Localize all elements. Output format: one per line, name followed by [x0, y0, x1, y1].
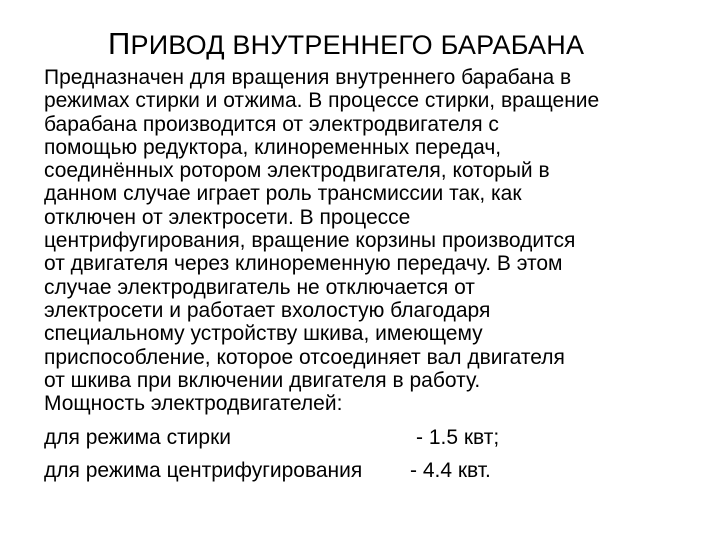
power-label: для режима стирки [44, 426, 232, 449]
text-line: данном случае играет роль трансмиссии так, как [44, 182, 522, 206]
text-line: Мощность электродвигателей: [44, 392, 343, 416]
text-line: от шкива при включении двигателя в работу. [44, 368, 481, 392]
slide-title: ПРИВОД ВНУТРЕННЕГО БАРАБАНА [108, 26, 585, 61]
text-line: помощью редуктора, клиноременных передач, [44, 135, 502, 159]
text-line: режимах стирки и отжима. В процессе стирки, вращение [44, 89, 600, 113]
text-line: отключен от электросети. В процессе [44, 205, 411, 229]
text-line: от двигателя через клиноременную передачу. В этом [44, 252, 563, 276]
text-line: электросети и работает вхолостую благодаря [44, 298, 491, 322]
text-line: приспособление, которое отсоединяет вал двигателя [44, 345, 565, 369]
text-line: барабана производится от электродвигателя с [44, 112, 499, 136]
power-label: для режима центрифугирования [44, 459, 363, 482]
power-value: - 4.4 квт. [410, 459, 491, 482]
text-line: специальному устройству шкива, имеющему [44, 322, 483, 346]
text-line: центрифугирования, вращение корзины производится [44, 229, 576, 253]
power-value: - 1.5 квт; [416, 426, 500, 449]
text-line: случае электродвигатель не отключается от [44, 275, 475, 299]
description-text [44, 66, 704, 415]
text-line: соединённых ротором электродвигателя, который в [44, 159, 550, 183]
text-line: Предназначен для вращения внутреннего барабана в [44, 66, 572, 89]
